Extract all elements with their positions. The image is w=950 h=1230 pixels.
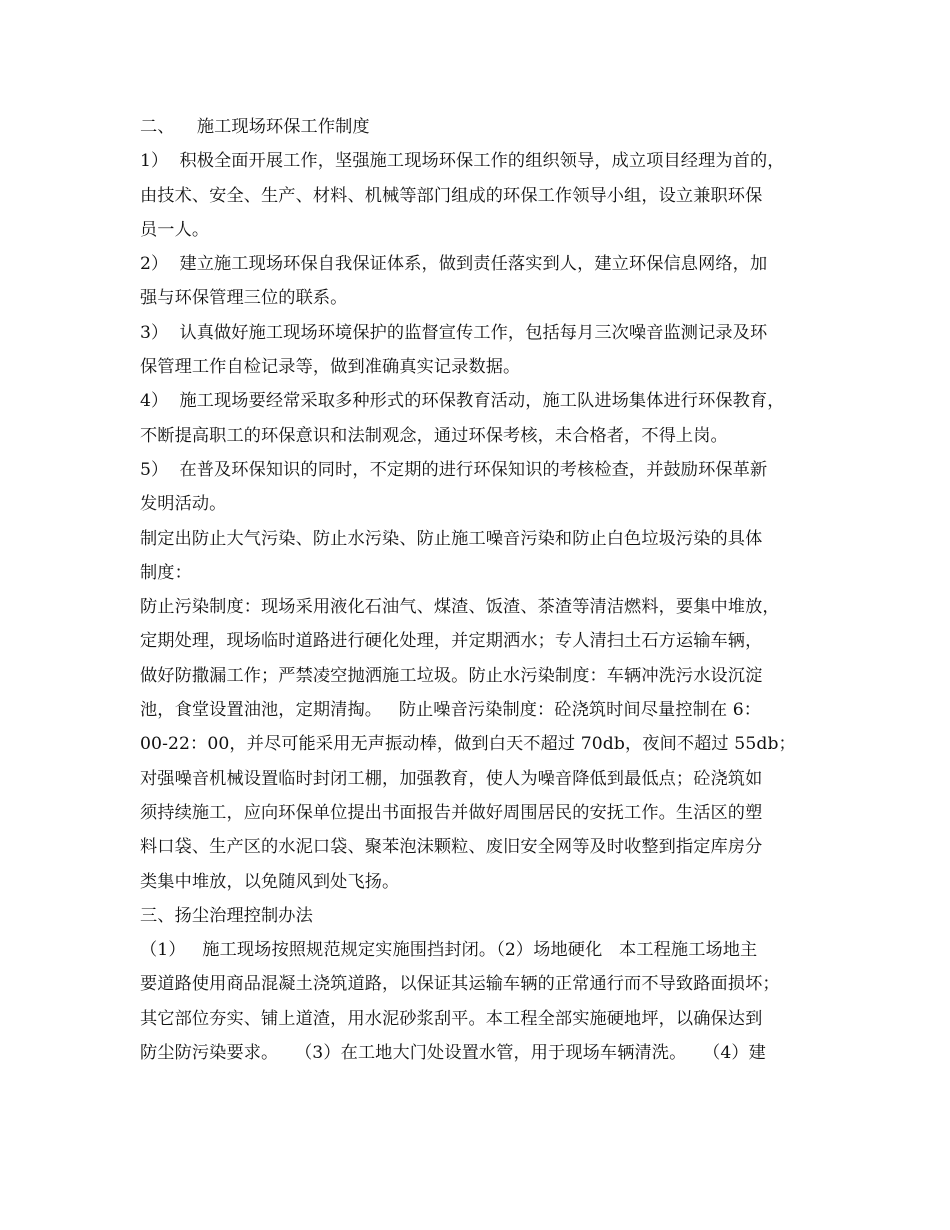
paragraph-line: 其它部位夯实、铺上道渣，用水泥砂浆刮平。本工程全部实施硬地坪，以确保达到 bbox=[140, 1008, 763, 1029]
paragraph-line: 不断提高职工的环保意识和法制观念，通过环保考核，未合格者，不得上岗。 bbox=[140, 425, 728, 446]
paragraph-line: 3） 认真做好施工现场环境保护的监督宣传工作，包括每月三次噪音监测记录及环 bbox=[140, 322, 768, 343]
paragraph-line: 2） 建立施工现场环保自我保证体系，做到责任落实到人，建立环保信息网络，加 bbox=[140, 254, 768, 275]
paragraph-line: 由技术、安全、生产、材料、机械等部门组成的环保工作领导小组，设立兼职环保 bbox=[140, 185, 763, 206]
paragraph-line: 4） 施工现场要经常采取多种形式的环保教育活动，施工队进场集体进行环保教育， bbox=[140, 391, 785, 412]
paragraph-line: 类集中堆放，以免随风到处飞扬。 bbox=[140, 871, 400, 892]
paragraph-line: 要道路使用商品混凝土浇筑道路，以保证其运输车辆的正常通行而不导致路面损坏； bbox=[140, 974, 780, 995]
section-heading: 三、扬尘治理控制办法 bbox=[140, 905, 313, 926]
paragraph-line: 池，食堂设置油池，定期清掏。 防止噪音污染制度：砼浇筑时间尽量控制在 6： bbox=[140, 700, 762, 721]
paragraph-line: 发明活动。 bbox=[140, 494, 227, 515]
document-page bbox=[140, 110, 828, 1070]
paragraph-line: 强与环保管理三位的联系。 bbox=[140, 288, 348, 309]
paragraph-line: 料口袋、生产区的水泥口袋、聚苯泡沫颗粒、废旧安全网等及时收整到指定库房分 bbox=[140, 837, 763, 858]
section-heading: 二、 施工现场环保工作制度 bbox=[140, 117, 370, 137]
paragraph-line: 定期处理，现场临时道路进行硬化处理，并定期洒水；专人清扫土石方运输车辆， bbox=[140, 631, 763, 652]
paragraph-line: 防尘防污染要求。 （3）在工地大门处设置水管，用于现场车辆清洗。 （4）建 bbox=[140, 1043, 766, 1064]
paragraph-line: 须持续施工，应向环保单位提出书面报告并做好周围居民的安抚工作。生活区的塑 bbox=[140, 802, 763, 823]
paragraph-line: 保管理工作自检记录等，做到准确真实记录数据。 bbox=[140, 357, 521, 378]
paragraph-line: 00-22：00，并尽可能采用无声振动棒，做到白天不超过 70db，夜间不超过 55db； bbox=[140, 734, 796, 755]
paragraph-line: 1） 积极全面开展工作，坚强施工现场环保工作的组织领导，成立项目经理为首的， bbox=[140, 151, 785, 172]
paragraph-line: 对强噪音机械设置临时封闭工棚，加强教育，使人为噪音降低到最低点；砼浇筑如 bbox=[140, 768, 763, 789]
paragraph-line: 5） 在普及环保知识的同时，不定期的进行环保知识的考核检查，并鼓励环保革新 bbox=[140, 459, 768, 480]
paragraph-line: 员一人。 bbox=[140, 219, 210, 240]
paragraph-line: （1） 施工现场按照规范规定实施围挡封闭。（2）场地硬化 本工程施工场地主 bbox=[140, 940, 758, 961]
paragraph-line: 防止污染制度：现场采用液化石油气、煤渣、饭渣、茶渣等清洁燃料，要集中堆放， bbox=[140, 597, 780, 618]
paragraph-line: 做好防撒漏工作；严禁凌空抛洒施工垃圾。防止水污染制度：车辆冲洗污水设沉淀 bbox=[140, 665, 763, 686]
paragraph-line: 制定出防止大气污染、防止水污染、防止施工噪音污染和防止白色垃圾污染的具体 bbox=[140, 528, 763, 549]
paragraph-line: 制度： bbox=[140, 562, 192, 583]
